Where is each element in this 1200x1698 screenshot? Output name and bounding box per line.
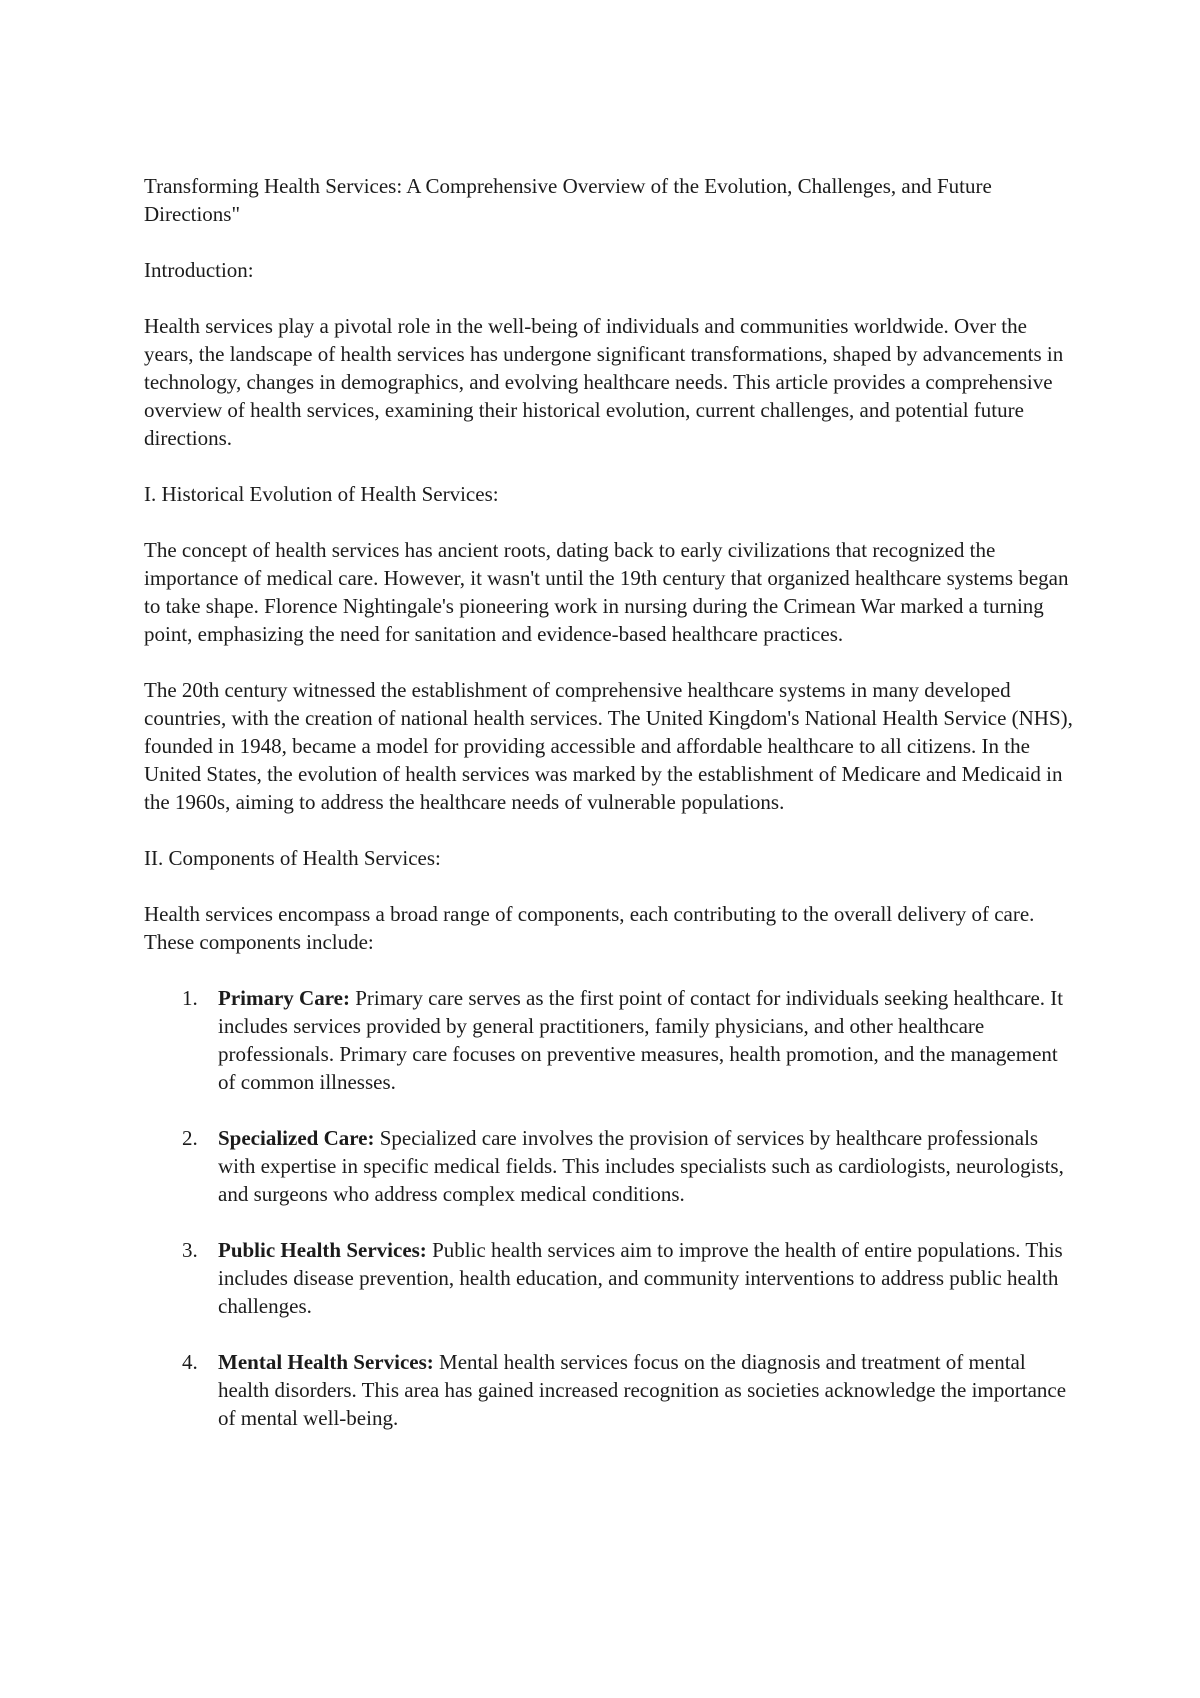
section-heading-historical-evolution: I. Historical Evolution of Health Services: xyxy=(144,482,499,506)
section-paragraph: The 20th century witnessed the establishment of comprehensive healthcare systems in many developed countries, with the creation of national health services. The United Kingdom's National Health Service (NHS), founded in 1948, became a model for providing accessible and affordable healthcare to all citizens. In the United States, the evolution of health services was marked by the establishment of Medicare and Medicaid in the 1960s, aiming to address the healthcare needs of vulnerable populations. xyxy=(144,678,1073,814)
components-list xyxy=(144,984,1074,1432)
list-item-number: 1. xyxy=(182,986,198,1010)
document-body xyxy=(144,172,1074,1460)
section-paragraph: Health services encompass a broad range of components, each contributing to the overall delivery of care. These components include: xyxy=(144,902,1035,954)
document-title: Transforming Health Services: A Comprehensive Overview of the Evolution, Challenges, and Future Directions" xyxy=(144,174,992,226)
list-item-term: Specialized Care: xyxy=(218,1126,375,1150)
list-item-number: 2. xyxy=(182,1126,198,1150)
list-item-number: 3. xyxy=(182,1238,198,1262)
list-item xyxy=(182,1236,1074,1320)
list-item xyxy=(182,1348,1074,1432)
intro-heading: Introduction: xyxy=(144,258,254,282)
list-item-term: Primary Care: xyxy=(218,986,350,1010)
list-item-text: Mental health services focus on the diagnosis and treatment of mental health disorders. This area has gained increased recognition as societies acknowledge the importance of mental well-being. xyxy=(218,1350,1067,1430)
list-item-text: Public health services aim to improve the health of entire populations. This includes disease prevention, health education, and community interventions to address public health challenges. xyxy=(218,1238,1063,1318)
intro-paragraph: Health services play a pivotal role in the well-being of individuals and communities worldwide. Over the years, the landscape of health services has undergone significant transformations, shaped by advancements in technology, changes in demographics, and evolving healthcare needs. This article provides a comprehensive overview of health services, examining their historical evolution, current challenges, and potential future directions. xyxy=(144,314,1064,450)
list-item xyxy=(182,1124,1074,1208)
section-paragraph: The concept of health services has ancient roots, dating back to early civilizations that recognized the importance of medical care. However, it wasn't until the 19th century that organized healthcare systems began to take shape. Florence Nightingale's pioneering work in nursing during the Crimean War marked a turning point, emphasizing the need for sanitation and evidence-based healthcare practices. xyxy=(144,538,1069,646)
list-item-term: Public Health Services: xyxy=(218,1238,427,1262)
list-item-text: Specialized care involves the provision of services by healthcare professionals with expertise in specific medical fields. This includes specialists such as cardiologists, neurologists, and surgeons who address complex medical conditions. xyxy=(218,1126,1064,1206)
list-item-term: Mental Health Services: xyxy=(218,1350,434,1374)
list-item-number: 4. xyxy=(182,1350,198,1374)
list-item-text: Primary care serves as the first point of contact for individuals seeking healthcare. It includes services provided by general practitioners, family physicians, and other healthcare professionals. Primary care focuses on preventive measures, health promotion, and the management of common illnesses. xyxy=(218,986,1064,1094)
list-item xyxy=(182,984,1074,1096)
section-heading-components: II. Components of Health Services: xyxy=(144,846,441,870)
